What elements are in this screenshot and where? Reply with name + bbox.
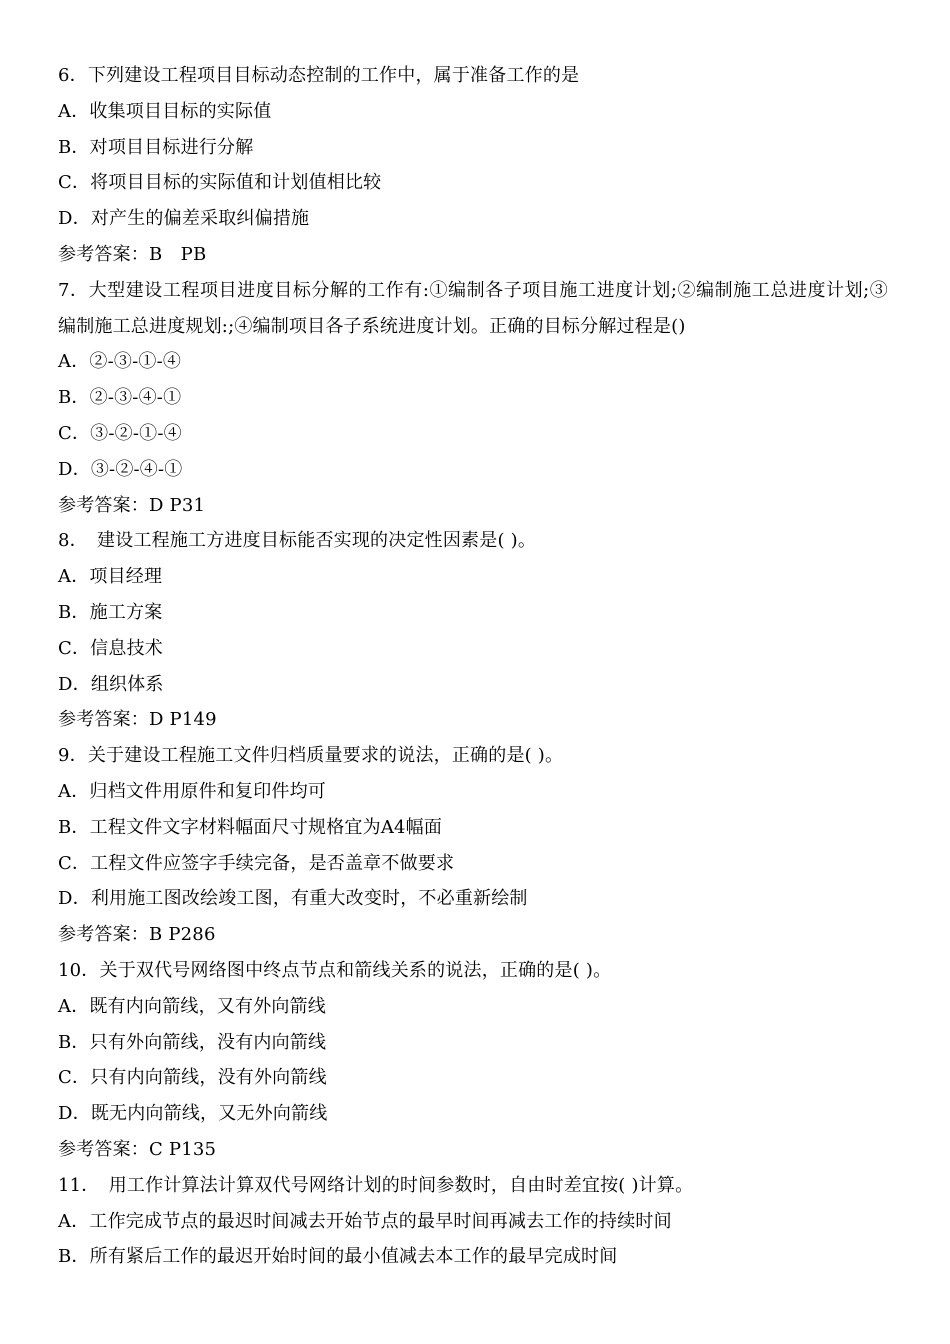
question-11-option-a: A．工作完成节点的最迟时间减去开始节点的最早时间再减去工作的持续时间 <box>58 1210 672 1232</box>
question-10-option-a: A．既有内向箭线，又有外向箭线 <box>58 995 326 1017</box>
question-8-option-d: D．组织体系 <box>58 673 164 695</box>
question-11-option-b: B．所有紧后工作的最迟开始时间的最小值减去本工作的最早完成时间 <box>58 1246 618 1268</box>
question-10-option-c: C．只有内向箭线，没有外向箭线 <box>58 1067 327 1089</box>
question-6-option-c: C．将项目目标的实际值和计划值相比较 <box>58 172 382 194</box>
question-7-option-c: C．③-②-①-④ <box>58 422 182 444</box>
question-7: 7．大型建设工程项目进度目标分解的工作有:①编制各子项目施工进度计划;②编制施工总进度计划;③编制施工总进度规划:;④编制项目各子系统进度计划。正确的目标分解过程是() <box>58 279 888 337</box>
question-7-answer: 参考答案：D P31 <box>58 494 206 516</box>
question-9: 9．关于建设工程施工文件归档质量要求的说法，正确的是( )。 <box>58 745 564 767</box>
question-9-option-b: B．工程文件文字材料幅面尺寸规格宜为A4幅面 <box>58 816 443 838</box>
question-10-option-d: D．既无内向箭线，又无外向箭线 <box>58 1103 328 1125</box>
question-6-option-d: D．对产生的偏差采取纠偏措施 <box>58 208 310 230</box>
document-page <box>58 58 888 1275</box>
question-11: 11． 用工作计算法计算双代号网络计划的时间参数时，自由时差宜按( )计算。 <box>58 1174 694 1196</box>
question-10: 10．关于双代号网络图中终点节点和箭线关系的说法，正确的是( )。 <box>58 959 612 981</box>
question-8-option-b: B．施工方案 <box>58 601 163 623</box>
question-7-option-a: A．②-③-①-④ <box>58 351 182 373</box>
question-9-option-a: A．归档文件用原件和复印件均可 <box>58 780 326 802</box>
question-8-answer: 参考答案：D P149 <box>58 709 217 731</box>
question-8: 8． 建设工程施工方进度目标能否实现的决定性因素是( )。 <box>58 530 537 552</box>
question-6-option-b: B．对项目目标进行分解 <box>58 136 254 158</box>
question-9-answer: 参考答案：B P286 <box>58 924 216 946</box>
question-6-answer: 参考答案：B PB <box>58 243 207 265</box>
question-7-option-b: B．②-③-④-① <box>58 387 182 409</box>
question-7-option-d: D．③-②-④-① <box>58 458 183 480</box>
question-10-answer: 参考答案：C P135 <box>58 1138 217 1160</box>
question-8-option-a: A．项目经理 <box>58 566 163 588</box>
question-8-option-c: C．信息技术 <box>58 637 163 659</box>
question-6-option-a: A．收集项目目标的实际值 <box>58 100 272 122</box>
question-6: 6．下列建设工程项目目标动态控制的工作中，属于准备工作的是 <box>58 65 580 86</box>
question-9-option-c: C．工程文件应签字手续完备，是否盖章不做要求 <box>58 852 455 874</box>
question-10-option-b: B．只有外向箭线，没有内向箭线 <box>58 1031 327 1053</box>
question-9-option-d: D．利用施工图改绘竣工图，有重大改变时，不必重新绘制 <box>58 888 528 910</box>
